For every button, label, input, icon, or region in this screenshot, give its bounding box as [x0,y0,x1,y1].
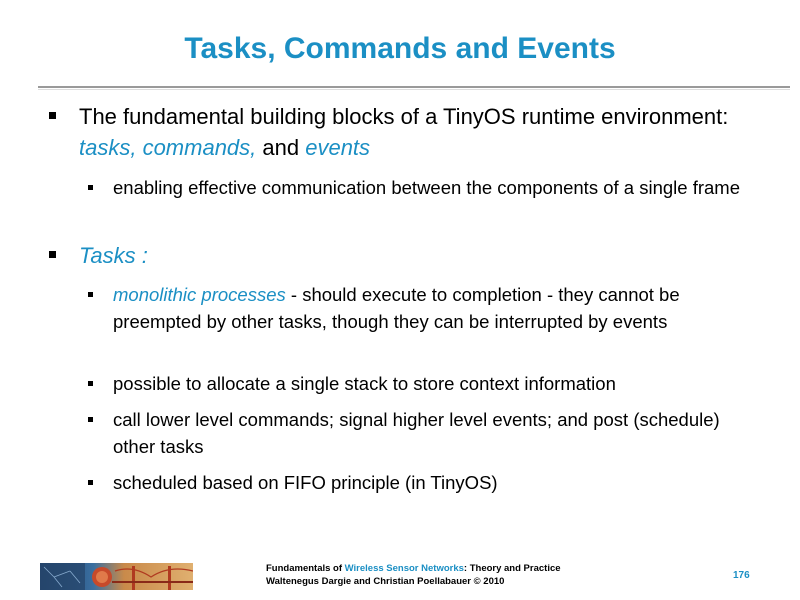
highlight-text: tasks, commands, [79,135,257,160]
subbullet-single-stack [113,371,763,398]
bullet-text: - should execute to completion - they cannot be preempted by other tasks, though they can be interrupted by events [113,284,680,332]
highlight-text: monolithic processes [113,284,286,305]
footer-authors: Waltenegus Dargie and Christian Poellabauer © 2010 [266,576,505,587]
bullet-text: and [256,135,306,160]
subbullet-call-commands [113,407,763,460]
footer-banner-graphic [40,563,193,590]
footer-book-accent: Wireless Sensor Networks [344,563,464,574]
subbullet-communication [113,175,763,202]
subbullet-fifo [113,470,763,497]
bullet-text: enabling effective communication between the components of a single frame [113,177,740,198]
bullet-text: possible to allocate a single stack to store context information [113,373,616,394]
bridge-network-banner-icon [40,563,193,590]
slide-title: Tasks, Commands and Events [184,32,616,65]
highlight-text: Tasks : [79,243,148,268]
footer-credit [266,562,561,588]
highlight-text: events [305,135,371,160]
subbullet-monolithic [113,282,763,335]
bullet-text: The fundamental building blocks of a TinyOS runtime environment: [79,104,729,129]
page-number: 176 [733,570,750,581]
footer-line-1 [266,562,561,575]
bullet-text: call lower level commands; signal higher level events; and post (schedule) other tasks [113,409,720,457]
bullet-text: scheduled based on FIFO principle (in TinyOS) [113,472,498,493]
footer-book-suffix: : Theory and Practice [463,563,561,574]
bullet-building-blocks [79,101,769,163]
footer-book-prefix: Fundamentals of [266,563,345,574]
bullet-tasks [79,240,769,271]
